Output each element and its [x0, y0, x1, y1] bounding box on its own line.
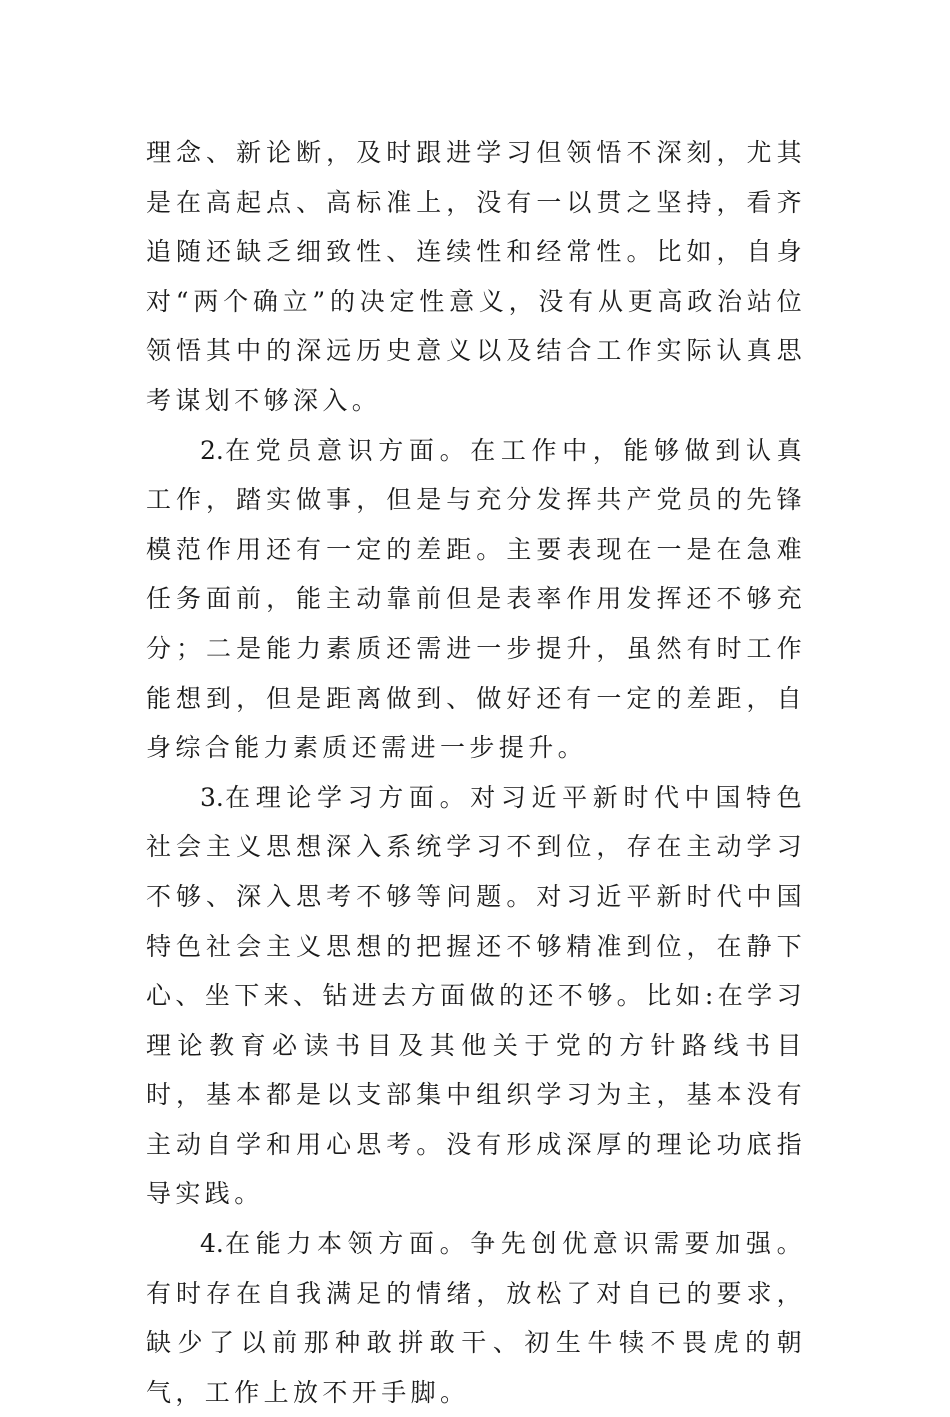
paragraph-number: 4.: [200, 1229, 224, 1259]
paragraph-text: 在理论学习方面。对习近平新时代中国特色社会主义思想深入系统学习不到位，存在主动学习不够、深入思考不够等问题。对习近平新时代中国特色社会主义思想的把握还不够精准到位，在静下心、坐下来、钻进去方面做的还不够。比如:在学习理论教育必读书目及其他关于党的方针路线书目时，基本都是以支部集中组织学习为主，基本没有主动自学和用心思考。没有形成深厚的理论功底指导实践。: [146, 782, 806, 1209]
paragraph-number: 3.: [200, 782, 224, 812]
paragraph-text: 理念、新论断，及时跟进学习但领悟不深刻，尤其是在高起点、高标准上，没有一以贯之坚持，看齐追随还缺乏细致性、连续性和经常性。比如，自身对“两个确立”的决定性意义，没有从更高政治站位领悟其中的深远历史意义以及结合工作实际认真思考谋划不够深入。: [146, 138, 806, 415]
paragraph-continuation: [146, 128, 806, 426]
paragraph-party-member-awareness: [146, 426, 806, 773]
paragraph-text: 在能力本领方面。争先创优意识需要加强。有时存在自我满足的情绪，放松了对自已的要求，缺少了以前那种敢拼敢干、初生牛犊不畏虎的朝气，工作上放不开手脚。: [146, 1229, 806, 1407]
paragraph-text: 在党员意识方面。在工作中，能够做到认真工作，踏实做事，但是与充分发挥共产党员的先锋模范作用还有一定的差距。主要表现在一是在急难任务面前，能主动靠前但是表率作用发挥还不够充分；二是能力素质还需进一步提升，虽然有时工作能想到，但是距离做到、做好还有一定的差距，自身综合能力素质还需进一步提升。: [146, 435, 806, 763]
document-body: [146, 128, 806, 1417]
paragraph-number: 2.: [200, 435, 224, 465]
paragraph-theory-study: [146, 773, 806, 1219]
paragraph-ability: [146, 1219, 806, 1417]
